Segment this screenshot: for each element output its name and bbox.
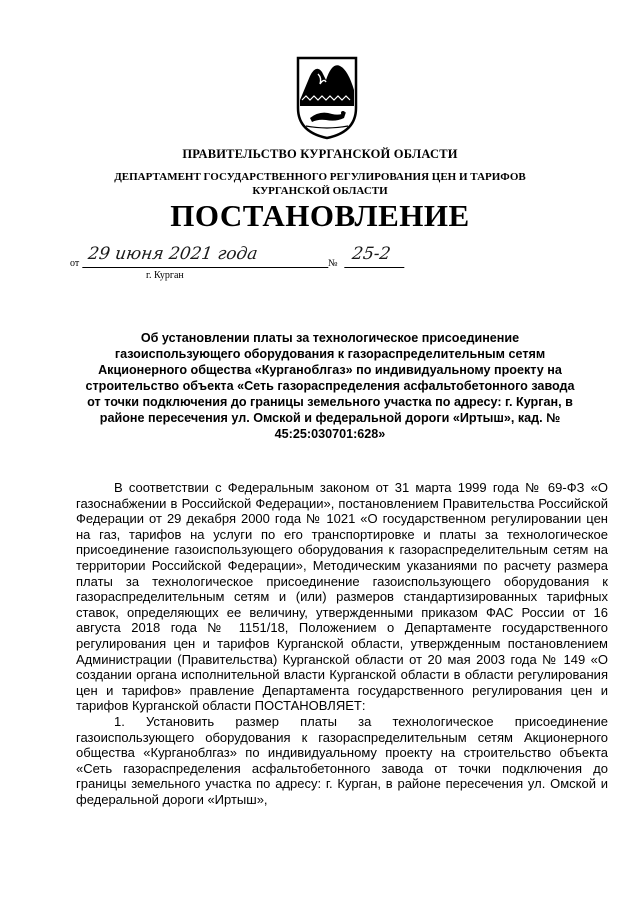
document-type-title: ПОСТАНОВЛЕНИЕ (170, 198, 470, 233)
number-prefix: № (328, 258, 338, 269)
department-title (0, 170, 640, 198)
body-paragraph-2: 1. Установить размер платы за технологическое присоединение газоиспользующего оборудования к газораспределительным сетям Акционерного общества «Курганоблгаз» по индивидуальному проекту на строительство объекта «Сеть газораспределения асфальтобетонного завода от точки подключения до границы земельного участка по адресу: г. Курган, в районе пересечения ул. Омской и федеральной дороги «Иртыш», (76, 713, 608, 807)
city-label: г. Курган (146, 270, 184, 281)
handwritten-number: 25-2 (344, 243, 408, 268)
handwritten-date: 29 июня 2021 года (82, 243, 332, 268)
date-number-line (70, 243, 392, 273)
date-prefix: от (70, 258, 80, 269)
department-title-line2: КУРГАНСКОЙ ОБЛАСТИ (252, 185, 388, 197)
government-title: ПРАВИТЕЛЬСТВО КУРГАНСКОЙ ОБЛАСТИ (182, 147, 458, 161)
body-paragraph-1: В соответствии с Федеральным законом от 31 марта 1999 года № 69-ФЗ «О газоснабжении в Российской Федерации», постановлением Правительства Российской Федерации от 29 декабря 2000 года № 1021 «О государственном регулировании цен на газ, тарифов на услуги по его транспортировке и платы за технологическое присоединение газоиспользующего оборудования к газораспределительным сетям на территории Российской Федерации», Методическим указаниями по расчету размера платы за технологическое присоединение газоиспользующего оборудования к газораспределительным сетям и (или) размеров стандартизированных тарифных ставок, определяющих ее величину, утвержденными приказом ФАС России от 16 августа 2018 года № 1151/18, Положением о Департаменте государственного регулирования цен и тарифов Курганской области, утвержденным постановлением Администрации (Правительства) Курганской области от 20 мая 2003 года № 149 «О создании органа исполнительной власти Курганской области в области регулирования цен и тарифов» правление Департамента государственного регулирования цен и тарифов Курганской области ПОСТАНОВЛЯЕТ: (76, 480, 608, 714)
document-subject: Об установлении платы за технологическое присоединение газоиспользующего оборудования к газораспределительным сетям Акционерного общества «Курганоблгаз» по индивидуальному проекту на строительство объекта «Сеть газораспределения асфальтобетонного завода от точки подключения до границы земельного участка по адресу: г. Курган, в районе пересечения ул. Омской и федеральной дороги «Иртыш», кад. № 45:25:030701:628» (85, 331, 575, 441)
document-body (76, 480, 608, 807)
department-title-line1: ДЕПАРТАМЕНТ ГОСУДАРСТВЕННОГО РЕГУЛИРОВАНИЯ ЦЕН И ТАРИФОВ (114, 171, 526, 183)
coat-of-arms-icon (296, 56, 358, 140)
